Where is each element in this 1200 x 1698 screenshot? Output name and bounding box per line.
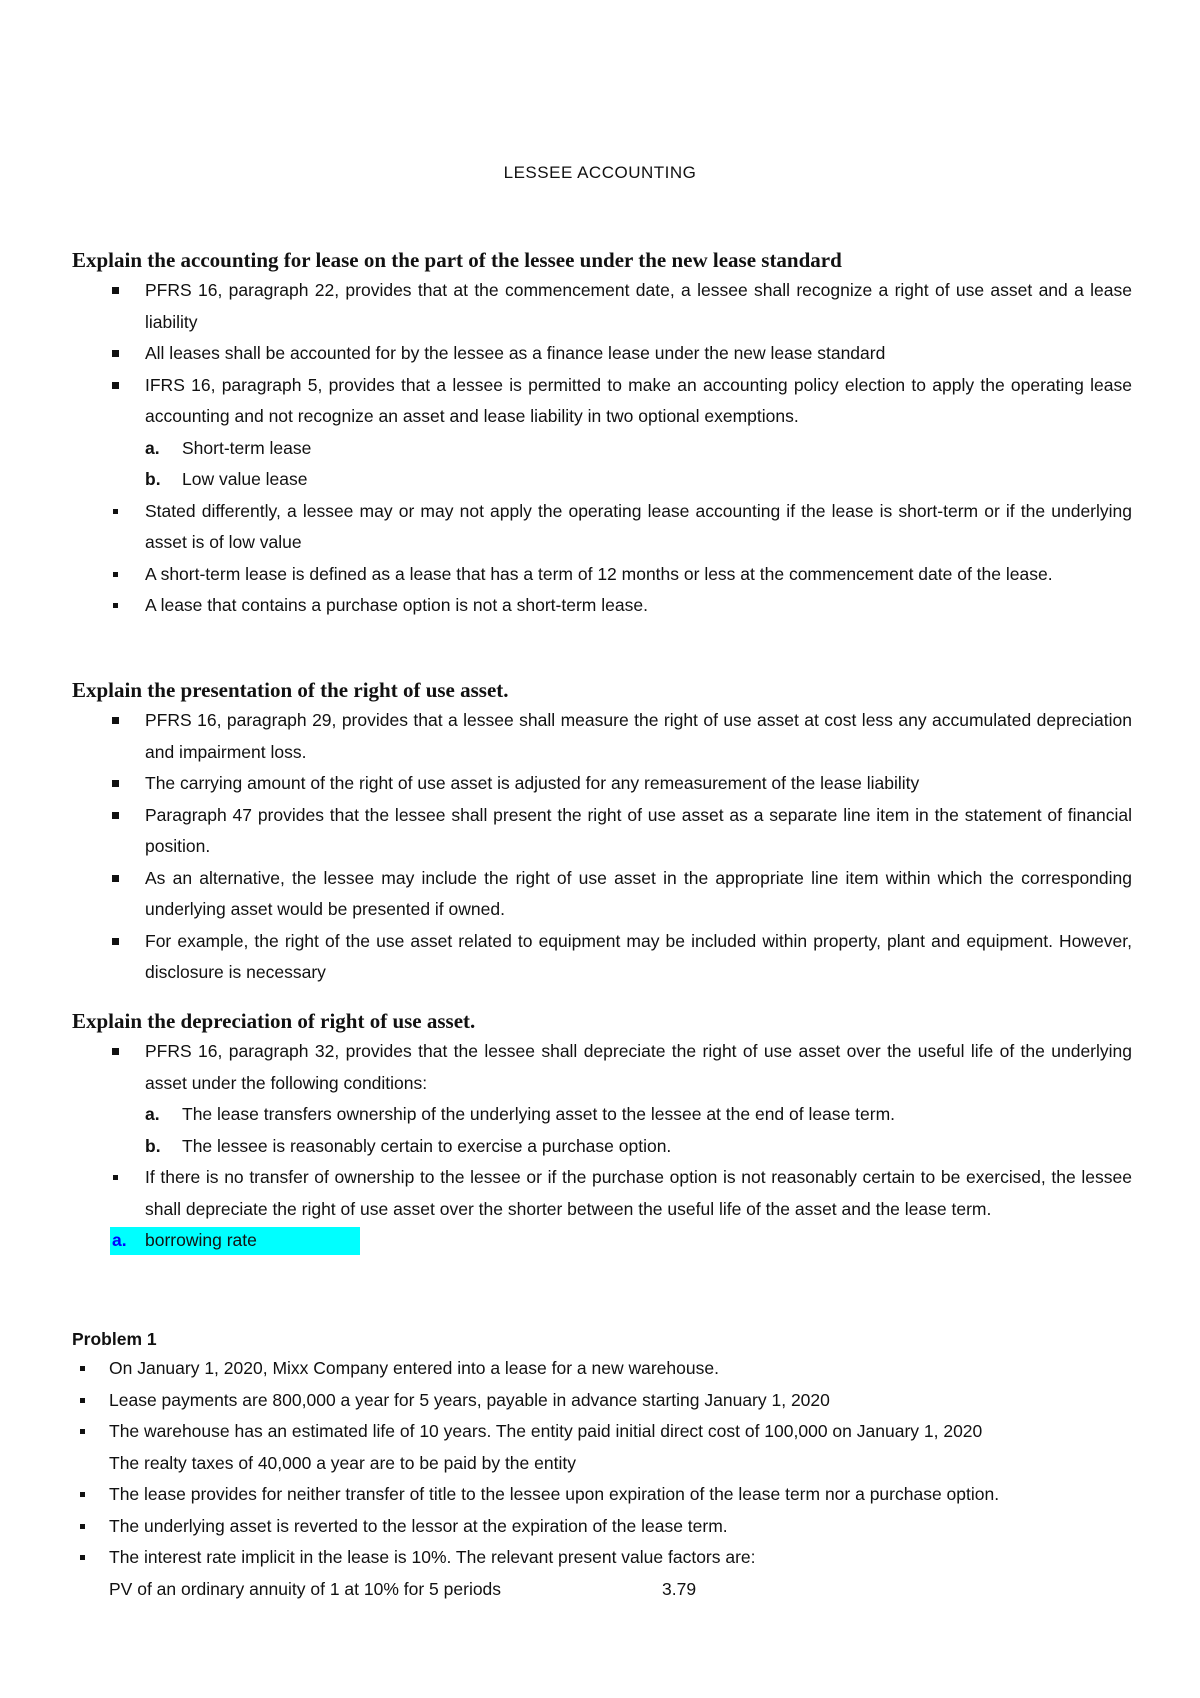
bullet-list: [72, 496, 1132, 622]
sub-list: [72, 1099, 1132, 1162]
bullet-list: [72, 1353, 1132, 1448]
sub-list-item: [72, 1131, 1132, 1163]
list-item: IFRS 16, paragraph 5, provides that a lessee is permitted to make an accounting policy election to apply the operating lease accounting and not recognize an asset and lease liability in two optional exemptions.: [72, 370, 1132, 433]
list-item: All leases shall be accounted for by the lessee as a finance lease under the new lease standard: [72, 338, 1132, 370]
bullet-list: [72, 275, 1132, 433]
bullet-list: [72, 1479, 1132, 1574]
list-item: PFRS 16, paragraph 29, provides that a lessee shall measure the right of use asset at cost less any accumulated depreciation and impairment loss.: [72, 705, 1132, 768]
section-heading: Explain the accounting for lease on the part of the lessee under the new lease standard: [72, 248, 842, 272]
sub-text: Short-term lease: [182, 437, 312, 458]
list-item: PFRS 16, paragraph 22, provides that at the commencement date, a lessee shall recognize a right of use asset and a lease liability: [72, 275, 1132, 338]
sub-marker: a.: [145, 437, 160, 458]
section-accounting: [72, 247, 1132, 622]
sub-marker: a.: [112, 1230, 127, 1250]
bullet-list: [72, 1036, 1132, 1099]
sub-marker: b.: [145, 469, 161, 489]
sub-text: The lessee is reasonably certain to exercise a purchase option.: [182, 1135, 672, 1156]
list-item: The lease provides for neither transfer of title to the lessee upon expiration of the lease term nor a purchase option.: [72, 1479, 1132, 1511]
highlight-list: [72, 1225, 1132, 1257]
list-item: On January 1, 2020, Mixx Company entered into a lease for a new warehouse.: [72, 1353, 1132, 1385]
list-item: The warehouse has an estimated life of 10 years. The entity paid initial direct cost of 100,000 on January 1, 2020: [72, 1416, 1132, 1448]
pv-factor-row: [72, 1574, 1132, 1606]
document-title: LESSEE ACCOUNTING: [503, 163, 697, 182]
list-item: Lease payments are 800,000 a year for 5 years, payable in advance starting January 1, 2020: [72, 1385, 1132, 1417]
pv-label: PV of an ordinary annuity of 1 at 10% for 5 periods: [109, 1578, 502, 1599]
section-heading: Explain the presentation of the right of use asset.: [72, 678, 509, 702]
list-item: The underlying asset is reverted to the lessor at the expiration of the lease term.: [72, 1511, 1132, 1543]
sub-list: [72, 433, 1132, 496]
pv-value: 3.79: [662, 1578, 697, 1599]
bullet-list: [72, 1162, 1132, 1225]
highlighted-text: borrowing rate: [145, 1230, 257, 1250]
bullet-list: [72, 705, 1132, 989]
sub-text: Low value lease: [182, 469, 308, 489]
list-item: The interest rate implicit in the lease is 10%. The relevant present value factors are:: [72, 1542, 1132, 1574]
section-heading: Explain the depreciation of right of use asset.: [72, 1009, 476, 1033]
problem-title: Problem 1: [72, 1329, 157, 1349]
sub-list-item: [72, 464, 1132, 496]
section-depreciation: [72, 1008, 1132, 1257]
sub-marker: b.: [145, 1135, 161, 1156]
section-presentation: [72, 677, 1132, 989]
problem-section: [72, 1325, 1132, 1605]
sub-text: The lease transfers ownership of the underlying asset to the lessee at the end of lease term.: [182, 1104, 896, 1124]
sub-list-item: [72, 1099, 1132, 1131]
list-item: A short-term lease is defined as a lease that has a term of 12 months or less at the commencement date of the lease.: [72, 559, 1132, 591]
highlighted-item: [72, 1225, 1132, 1257]
list-item: Stated differently, a lessee may or may not apply the operating lease accounting if the lease is short-term or if the underlying asset is of low value: [72, 496, 1132, 559]
list-item: The carrying amount of the right of use asset is adjusted for any remeasurement of the lease liability: [72, 768, 1132, 800]
list-item: As an alternative, the lessee may include the right of use asset in the appropriate line item within which the corresponding underlying asset would be presented if owned.: [72, 863, 1132, 926]
sub-marker: a.: [145, 1104, 160, 1124]
list-item: For example, the right of the use asset related to equipment may be included within property, plant and equipment. However, disclosure is necessary: [72, 926, 1132, 989]
sub-list-item: [72, 433, 1132, 465]
list-item: PFRS 16, paragraph 32, provides that the lessee shall depreciate the right of use asset over the useful life of the underlying asset under the following conditions:: [72, 1036, 1132, 1099]
list-item: A lease that contains a purchase option is not a short-term lease.: [72, 590, 1132, 622]
list-item: If there is no transfer of ownership to the lessee or if the purchase option is not reasonably certain to be exercised, the lessee shall depreciate the right of use asset over the shorter between the useful life of the asset and the lease term.: [72, 1162, 1132, 1225]
continuation-line: The realty taxes of 40,000 a year are to be paid by the entity: [109, 1452, 576, 1473]
list-item: Paragraph 47 provides that the lessee shall present the right of use asset as a separate line item in the statement of financial position.: [72, 800, 1132, 863]
